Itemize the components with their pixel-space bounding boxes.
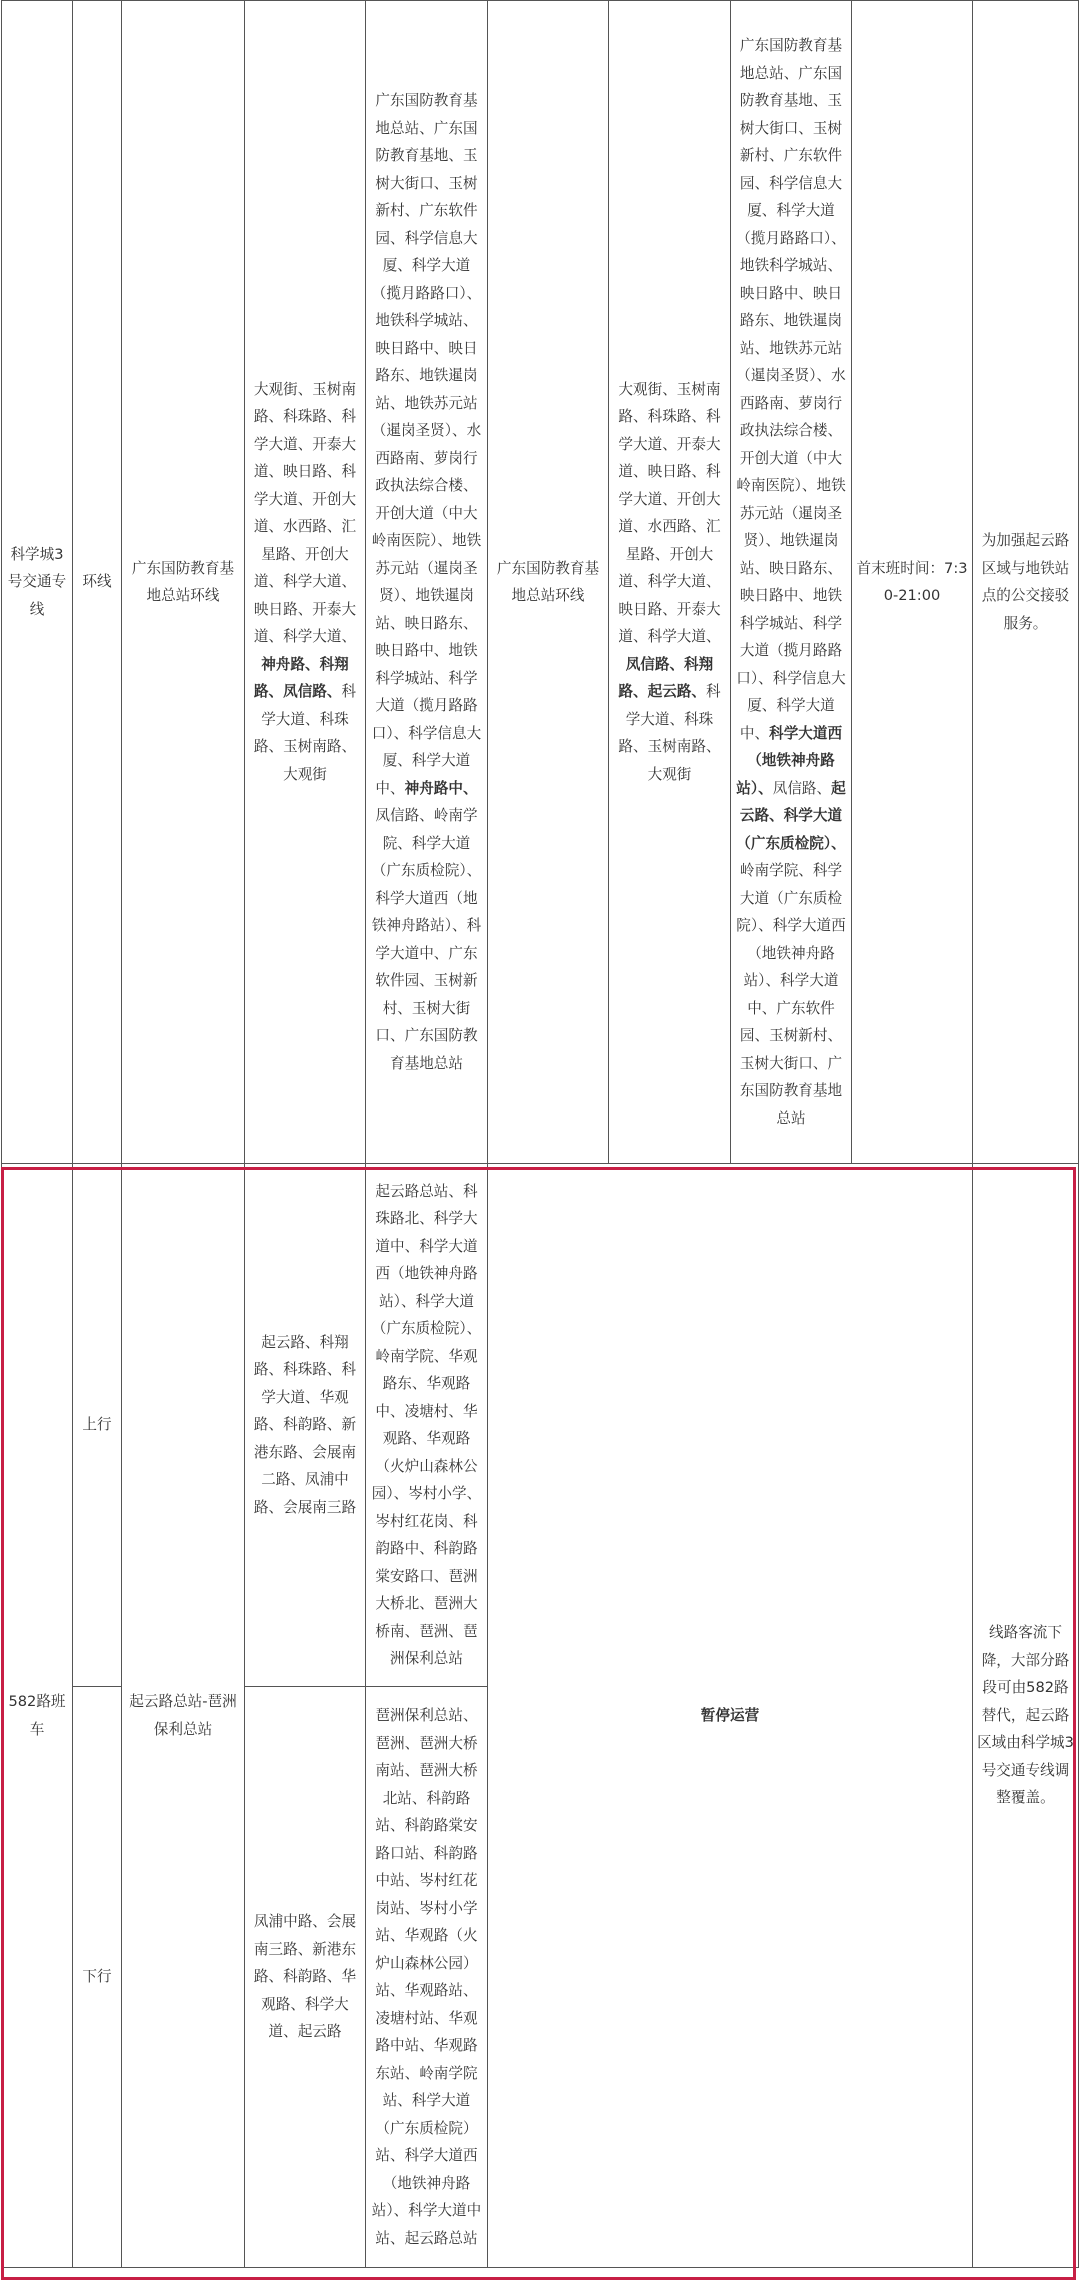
highlighted-text: 起云路、科学大道（广东质检院）、 — [736, 779, 846, 852]
roads-cell: 大观街、玉树南路、科珠路、科学大道、开泰大道、映日路、科学大道、开创大道、水西路、汇星路、开创大道、科学大道、映日路、开泰大道、科学大道、神舟路、科翔路、凤信路、科学大道、科珠路、玉树南路、大观街 — [245, 1, 366, 1164]
highlighted-text: 神舟路、科翔路、凤信路、 — [253, 655, 349, 701]
highlighted-text: 凤信路、科翔路、起云路、 — [618, 655, 714, 701]
terminus-cell: 起云路总站-琶洲保利总站 — [122, 1164, 245, 2268]
suspended-cell: 暂停运营 — [488, 1164, 973, 2268]
stops-cell: 广东国防教育基地总站、广东国防教育基地、玉树大街口、玉树新村、广东软件园、科学信息大厦、科学大道（揽月路路口）、地铁科学城站、映日路中、映日路东、地铁暹岗站、地铁苏元站（暹岗圣贤）、水西路南、萝岗行政执法综合楼、开创大道（中大岭南医院）、地铁苏元站（暹岗圣贤）、地铁暹岗站、映日路东、映日路中、地铁科学城站、科学大道（揽月路路口）、科学信息大厦、科学大道中、神舟路中、凤信路、岭南学院、科学大道（广东质检院）、科学大道西（地铁神舟路站）、科学大道中、广东软件园、玉树新村、玉树大街口、广东国防教育基地总站 — [366, 1, 488, 1164]
up-stops-cell: 起云路总站、科珠路北、科学大道中、科学大道西（地铁神舟路站）、科学大道（广东质检院）、岭南学院、华观路东、华观路中、凌塘村、华观路、华观路（火炉山森林公园）、岑村小学、岑村红花岗、科韵路中、科韵路棠安路口、琶洲大桥北、琶洲大桥南、琶洲、琶洲保利总站 — [366, 1164, 488, 1687]
highlighted-text: 神舟路中、 — [404, 779, 478, 797]
roads-adjusted-cell: 大观街、玉树南路、科珠路、科学大道、开泰大道、映日路、科学大道、开创大道、水西路、汇星路、开创大道、科学大道、映日路、开泰大道、科学大道、凤信路、科翔路、起云路、科学大道、科珠路、玉树南路、大观街 — [609, 1, 731, 1164]
direction-up-cell: 上行 — [73, 1164, 122, 1687]
direction-cell: 环线 — [73, 1, 122, 1164]
route-adjustment-table — [1, 0, 1079, 2268]
terminus-cell: 广东国防教育基地总站环线 — [122, 1, 245, 1164]
stops-adjusted-cell: 广东国防教育基地总站、广东国防教育基地、玉树大街口、玉树新村、广东软件园、科学信息大厦、科学大道（揽月路路口）、地铁科学城站、映日路中、映日路东、地铁暹岗站、地铁苏元站（暹岗圣贤）、水西路南、萝岗行政执法综合楼、开创大道（中大岭南医院）、地铁苏元站（暹岗圣贤）、地铁暹岗站、映日路东、映日路中、地铁科学城站、科学大道（揽月路路口）、科学信息大厦、科学大道中、科学大道西（地铁神舟路站）、凤信路、起云路、科学大道（广东质检院）、岭南学院、科学大道（广东质检院）、科学大道西（地铁神舟路站）、科学大道中、广东软件园、玉树新村、玉树大街口、广东国防教育基地总站 — [731, 1, 852, 1164]
down-stops-cell: 琶洲保利总站、琶洲、琶洲大桥南站、琶洲大桥北站、科韵路站、科韵路棠安路口站、科韵路中站、岑村红花岗站、岑村小学站、华观路（火炉山森林公园）站、华观路站、凌塘村站、华观路中站、华观路东站、岭南学院站、科学大道（广东质检院）站、科学大道西（地铁神舟路站）、科学大道中站、起云路总站 — [366, 1687, 488, 2268]
terminus-adjusted-cell: 广东国防教育基地总站环线 — [488, 1, 609, 1164]
highlighted-text: 科学大道西（地铁神舟路站）、 — [736, 724, 843, 797]
route-name-cell: 582路班车 — [2, 1164, 73, 2268]
note-cell: 为加强起云路区域与地铁站点的公交接驳服务。 — [973, 1, 1079, 1164]
direction-down-cell: 下行 — [73, 1687, 122, 2268]
up-roads-cell: 起云路、科翔路、科珠路、科学大道、华观路、科韵路、新港东路、会展南二路、凤浦中路、会展南三路 — [245, 1164, 366, 1687]
down-roads-cell: 凤浦中路、会展南三路、新港东路、科韵路、华观路、科学大道、起云路 — [245, 1687, 366, 2268]
note-cell: 线路客流下降，大部分路段可由582路替代，起云路区域由科学城3号交通专线调整覆盖。 — [973, 1164, 1079, 2268]
route-name-cell: 科学城3号交通专线 — [2, 1, 73, 1164]
row-line3 — [2, 1, 1079, 1164]
row-582-up — [2, 1164, 1079, 1687]
service-hours-cell: 首末班时间：7:30-21:00 — [852, 1, 973, 1164]
